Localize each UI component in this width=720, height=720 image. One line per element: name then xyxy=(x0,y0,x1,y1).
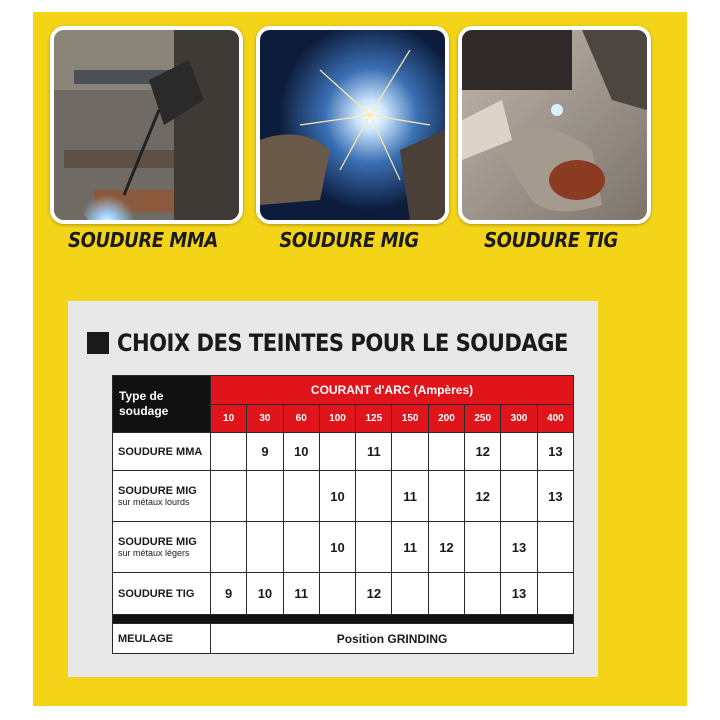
shade-cell xyxy=(392,433,428,471)
shade-cell: 10 xyxy=(319,522,355,573)
row-label xyxy=(113,522,211,573)
amp-header: 30 xyxy=(247,405,283,433)
chart-title xyxy=(87,329,629,357)
amp-header: 150 xyxy=(392,405,428,433)
chart-title-text: CHOIX DES TEINTES POUR LE SOUDAGE xyxy=(117,329,568,357)
shade-cell: 13 xyxy=(537,433,573,471)
shade-cell xyxy=(501,471,537,522)
corner-header: Type de soudage xyxy=(113,376,211,433)
shade-cell: 13 xyxy=(537,471,573,522)
shade-cell: 11 xyxy=(392,471,428,522)
shade-table xyxy=(112,375,574,654)
table-row-grinding xyxy=(113,624,574,654)
shade-cell: 9 xyxy=(247,433,283,471)
title-bullet-icon xyxy=(87,332,109,354)
shade-cell: 12 xyxy=(356,573,392,615)
row-label-grinding: MEULAGE xyxy=(113,624,211,654)
shade-cell xyxy=(392,573,428,615)
shade-cell xyxy=(283,522,319,573)
grinding-value: Position GRINDING xyxy=(211,624,574,654)
shade-cell xyxy=(283,471,319,522)
shade-cell: 9 xyxy=(211,573,247,615)
shade-cell: 13 xyxy=(501,522,537,573)
shade-cell xyxy=(428,471,464,522)
table-row xyxy=(113,433,574,471)
amp-header: 125 xyxy=(356,405,392,433)
mig-welding-photo xyxy=(256,26,449,224)
row-label-main: SOUDURE MIG xyxy=(118,535,197,548)
shade-cell: 13 xyxy=(501,573,537,615)
row-label-main: SOUDURE TIG xyxy=(118,587,195,600)
table-row xyxy=(113,522,574,573)
shade-cell xyxy=(211,522,247,573)
caption-mma: SOUDURE MMA xyxy=(68,228,218,252)
shade-cell: 12 xyxy=(465,471,501,522)
row-label-main: SOUDURE MIG xyxy=(118,484,197,497)
shade-cell: 10 xyxy=(283,433,319,471)
shade-cell: 11 xyxy=(392,522,428,573)
shade-cell xyxy=(211,471,247,522)
row-label xyxy=(113,471,211,522)
shade-cell xyxy=(537,522,573,573)
shade-cell xyxy=(537,573,573,615)
shade-cell xyxy=(428,573,464,615)
shade-cell xyxy=(465,522,501,573)
amp-header: 10 xyxy=(211,405,247,433)
shade-cell xyxy=(247,471,283,522)
shade-cell xyxy=(465,573,501,615)
shade-cell xyxy=(428,433,464,471)
shade-cell: 11 xyxy=(356,433,392,471)
shade-cell: 10 xyxy=(319,471,355,522)
shade-cell xyxy=(356,522,392,573)
mma-welding-photo xyxy=(50,26,243,224)
table-separator xyxy=(113,615,574,624)
row-label-sub: sur métaux lourds xyxy=(118,496,190,507)
shade-cell: 10 xyxy=(247,573,283,615)
caption-mig: SOUDURE MIG xyxy=(279,228,419,252)
shade-chart-card xyxy=(68,301,598,677)
caption-tig: SOUDURE TIG xyxy=(484,228,618,252)
shade-cell xyxy=(319,433,355,471)
amp-header: 300 xyxy=(501,405,537,433)
table-row xyxy=(113,573,574,615)
arc-current-header: COURANT d'ARC (Ampères) xyxy=(211,376,574,405)
amp-header: 200 xyxy=(428,405,464,433)
amp-header: 100 xyxy=(319,405,355,433)
shade-cell xyxy=(211,433,247,471)
amp-header: 60 xyxy=(283,405,319,433)
row-label xyxy=(113,433,211,471)
tig-welding-photo xyxy=(458,26,651,224)
row-label-sub: sur métaux légers xyxy=(118,547,190,558)
shade-cell xyxy=(247,522,283,573)
row-label xyxy=(113,573,211,615)
shade-cell xyxy=(319,573,355,615)
amp-header: 400 xyxy=(537,405,573,433)
amp-header: 250 xyxy=(465,405,501,433)
shade-cell xyxy=(501,433,537,471)
shade-cell xyxy=(356,471,392,522)
shade-cell: 12 xyxy=(428,522,464,573)
table-row xyxy=(113,471,574,522)
shade-cell: 12 xyxy=(465,433,501,471)
row-label-main: SOUDURE MMA xyxy=(118,445,203,458)
shade-cell: 11 xyxy=(283,573,319,615)
